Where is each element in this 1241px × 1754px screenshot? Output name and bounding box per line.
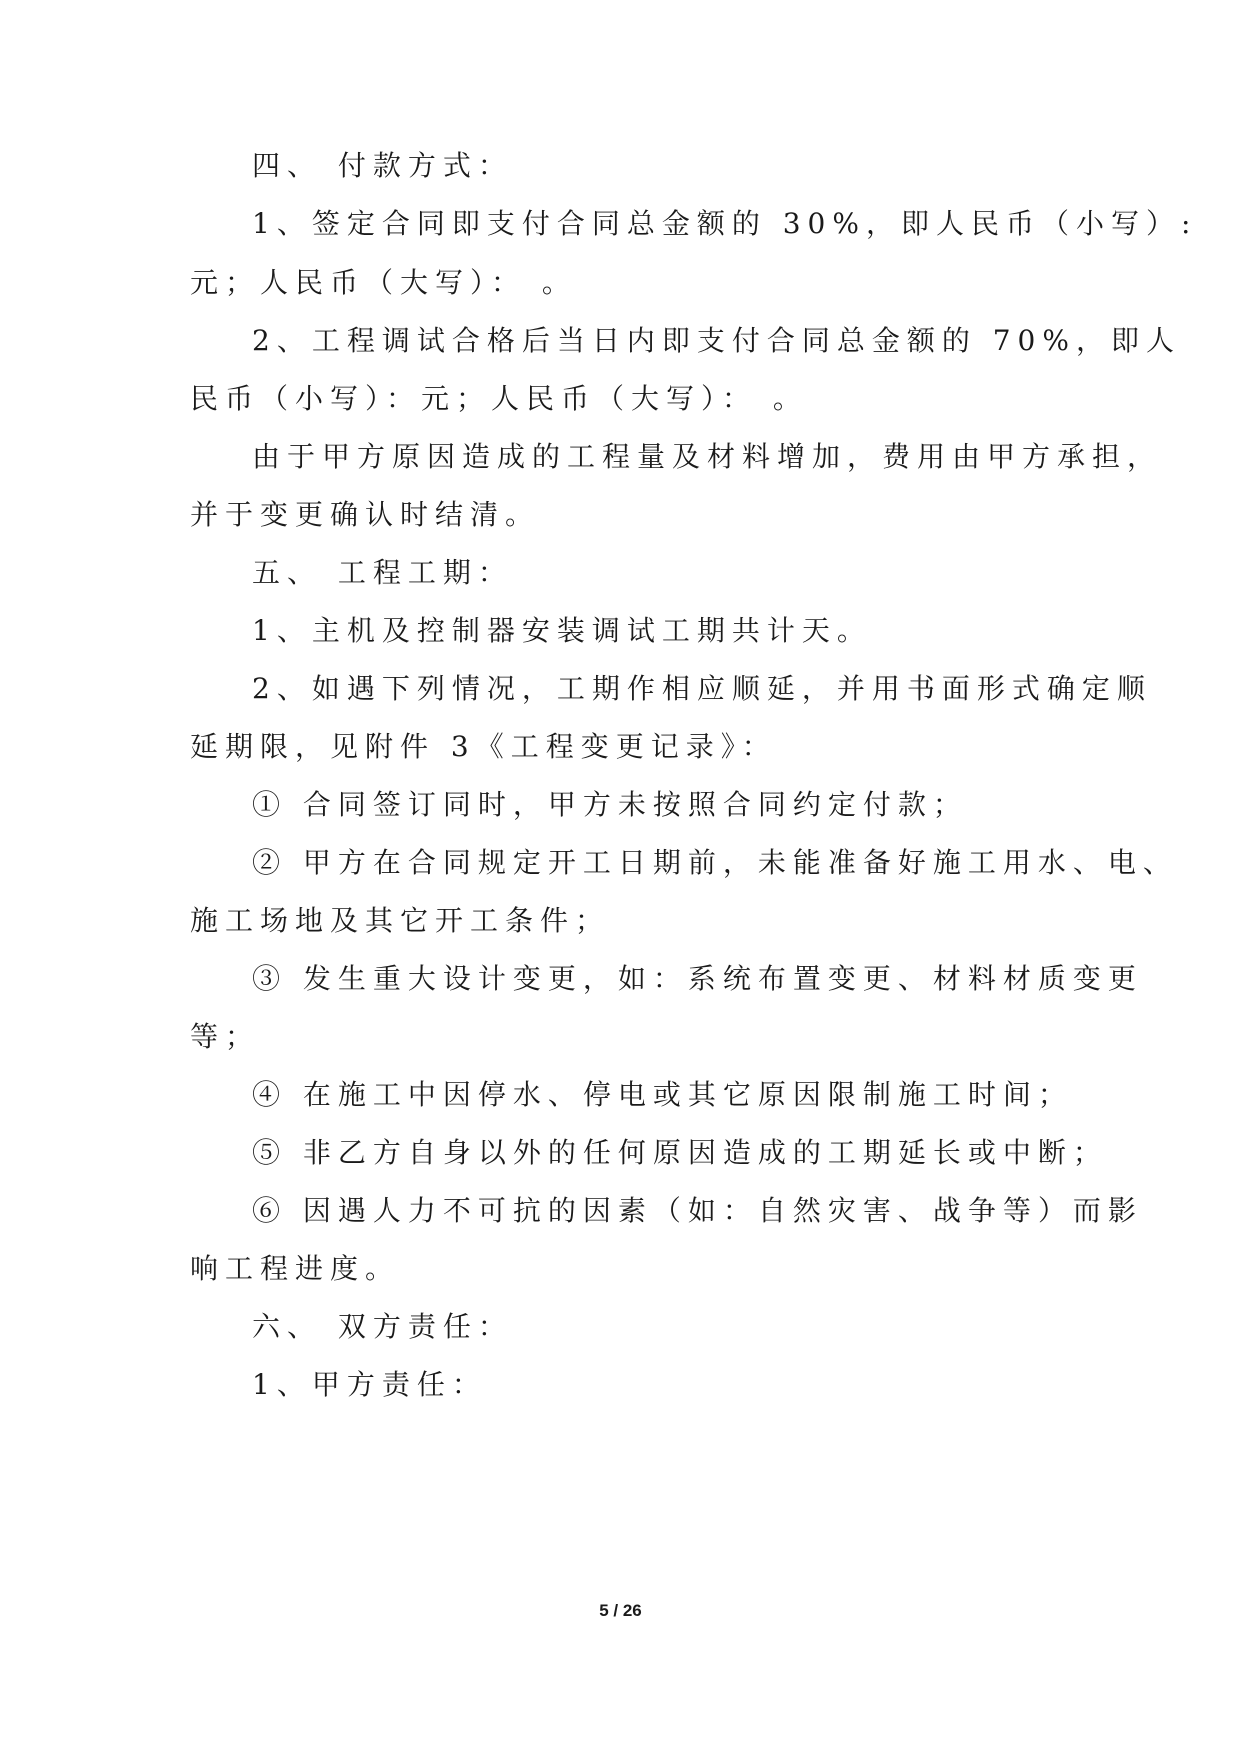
section-heading-responsibilities: 六、 双方责任：	[252, 1310, 513, 1343]
paragraph-line: 民币（小写）：元；人民币（大写）： 。	[190, 382, 808, 415]
paragraph-line: 元；人民币（大写）： 。	[190, 266, 577, 299]
list-item: ③ 发生重大设计变更，如：系统布置变更、材料材质变更	[252, 962, 1143, 995]
paragraph-line: 1、主机及控制器安装调试工期共计天。	[252, 614, 872, 647]
list-item: ② 甲方在合同规定开工日期前，未能准备好施工用水、电、	[252, 846, 1178, 879]
paragraph-line: 1、甲方责任：	[252, 1368, 487, 1401]
page-number: 5 / 26	[599, 1601, 642, 1620]
paragraph-line: 1、签定合同即支付合同总金额的 30%，即人民币（小写）:	[252, 207, 1198, 240]
list-item-continuation: 等；	[190, 1020, 261, 1053]
paragraph-line: 2、工程调试合格后当日内即支付合同总金额的 70%，即人	[252, 324, 1181, 357]
list-item-continuation: 响工程进度。	[190, 1252, 401, 1285]
list-item-continuation: 施工场地及其它开工条件；	[190, 904, 611, 937]
list-item: ⑤ 非乙方自身以外的任何原因造成的工期延长或中断；	[252, 1136, 1108, 1169]
paragraph-line: 并于变更确认时结清。	[190, 498, 541, 531]
paragraph-line: 延期限，见附件 3《工程变更记录》：	[190, 730, 777, 763]
list-item: ① 合同签订同时，甲方未按照合同约定付款；	[252, 788, 968, 821]
section-heading-payment: 四、 付款方式：	[252, 149, 513, 182]
section-heading-schedule: 五、 工程工期：	[252, 556, 513, 589]
paragraph-line: 由于甲方原因造成的工程量及材料增加，费用由甲方承担，	[252, 440, 1163, 473]
list-item: ⑥ 因遇人力不可抗的因素（如：自然灾害、战争等）而影	[252, 1194, 1143, 1227]
paragraph-line: 2、如遇下列情况，工期作相应顺延，并用书面形式确定顺	[252, 672, 1152, 705]
list-item: ④ 在施工中因停水、停电或其它原因限制施工时间；	[252, 1078, 1073, 1111]
